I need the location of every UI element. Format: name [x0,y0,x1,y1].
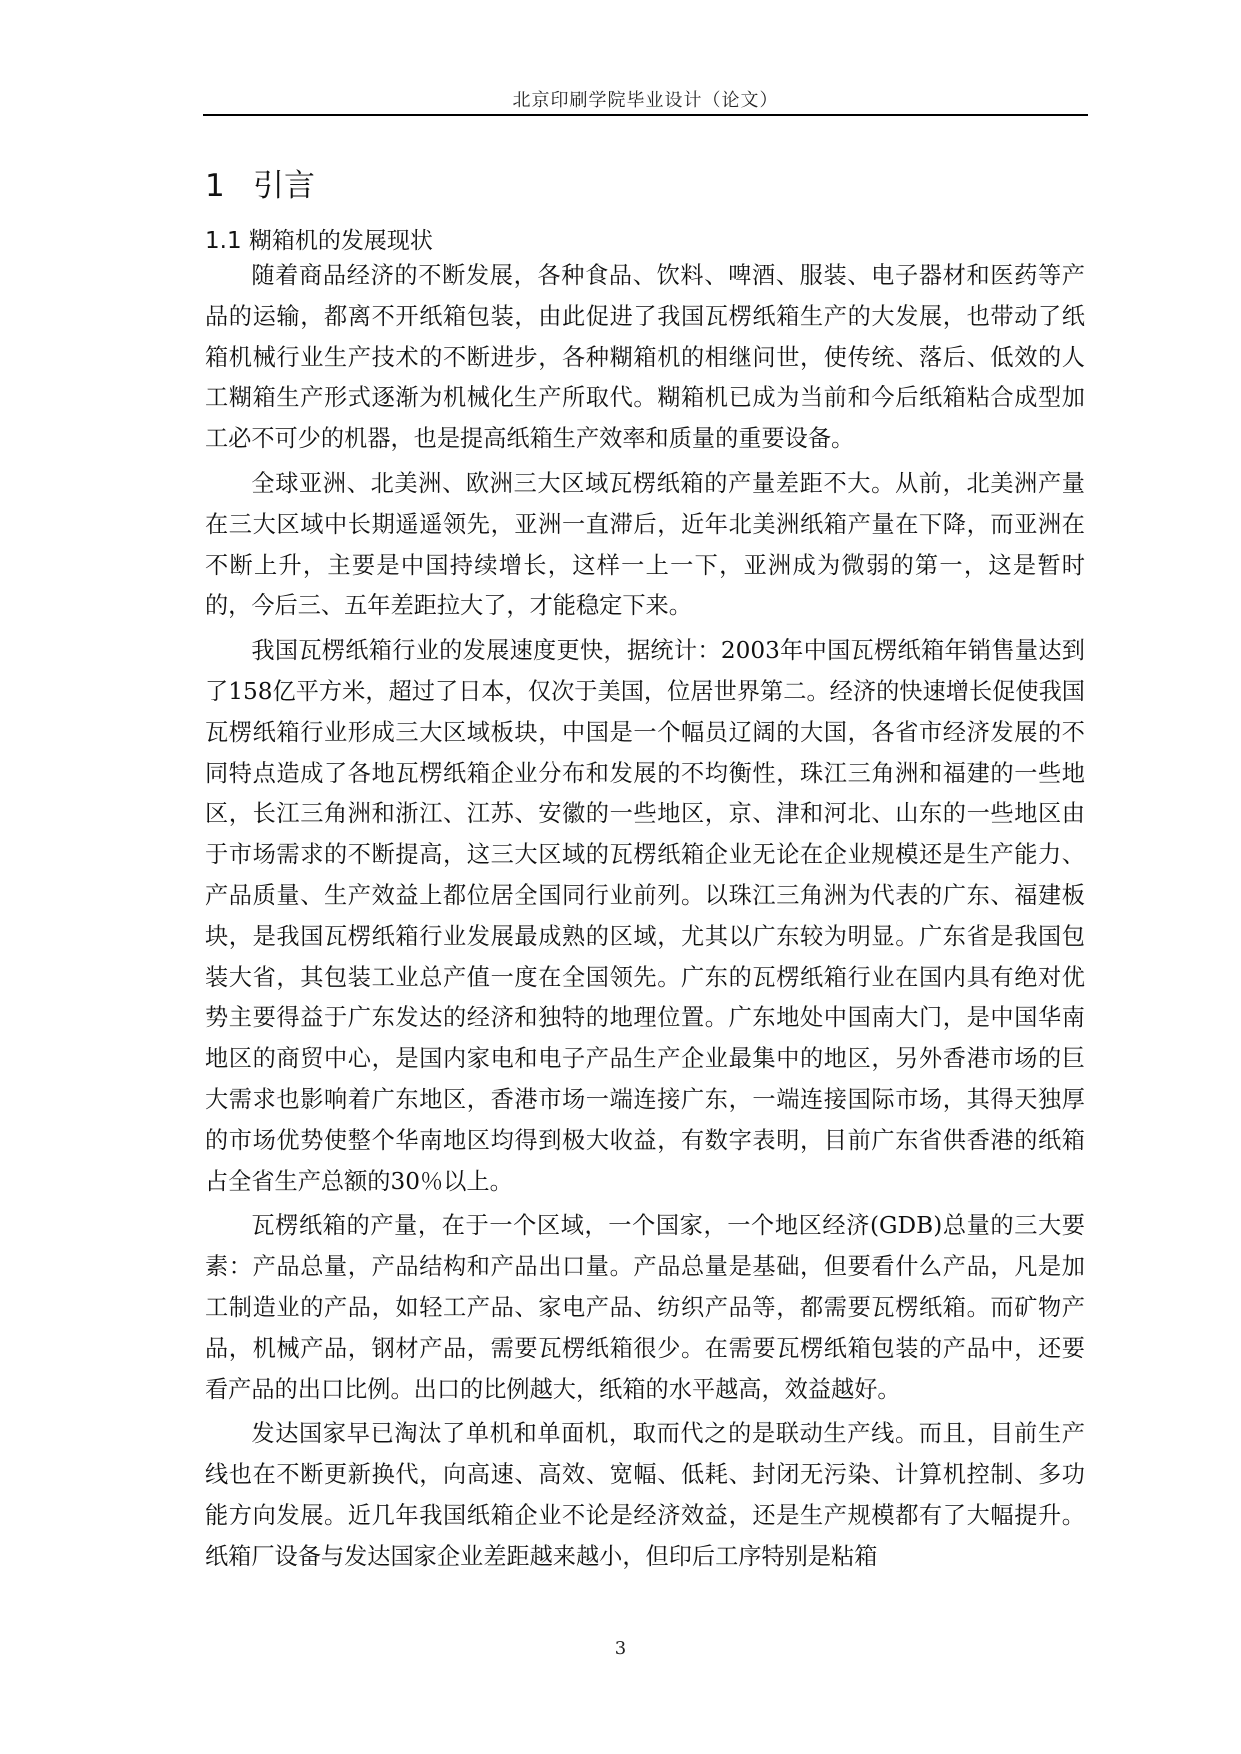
body-text [205,256,1085,1582]
chapter-title-text: 引言 [253,168,315,204]
page-number: 3 [614,1638,627,1659]
paragraph: 全球亚洲、北美洲、欧洲三大区域瓦楞纸箱的产量差距不大。从前，北美洲产量在三大区域中长期遥遥领先，亚洲一直滞后，近年北美洲纸箱产量在下降，而亚洲在不断上升，主要是中国持续增长，这样一上一下，亚洲成为微弱的第一，这是暂时的，今后三、五年差距拉大了，才能稳定下来。 [205,469,1085,620]
paragraph: 我国瓦楞纸箱行业的发展速度更快，据统计：2003年中国瓦楞纸箱年销售量达到了158亿平方米，超过了日本，仅次于美国，位居世界第二。经济的快速增长促使我国瓦楞纸箱行业形成三大区域板块，中国是一个幅员辽阔的大国，各省市经济发展的不同特点造成了各地瓦楞纸箱企业分布和发展的不均衡性，珠江三角洲和福建的一些地区，长江三角洲和浙江、江苏、安徽的一些地区，京、津和河北、山东的一些地区由于市场需求的不断提高，这三大区域的瓦楞纸箱企业无论在企业规模还是生产能力、产品质量、生产效益上都位居全国同行业前列。以珠江三角洲为代表的广东、福建板块，是我国瓦楞纸箱行业发展最成熟的区域，尤其以广东较为明显。广东省是我国包装大省，其包装工业总产值一度在全国领先。广东的瓦楞纸箱行业在国内具有绝对优势主要得益于广东发达的经济和独特的地理位置。广东地处中国南大门，是中国华南地区的商贸中心，是国内家电和电子产品生产企业最集中的地区，另外香港市场的巨大需求也影响着广东地区，香港市场一端连接广东，一端连接国际市场，其得天独厚的市场优势使整个华南地区均得到极大收益，有数字表明，目前广东省供香港的纸箱占全省生产总额的30％以上。 [205,637,1085,1195]
chapter-number: 1 [205,168,225,204]
paragraph: 发达国家早已淘汰了单机和单面机，取而代之的是联动生产线。而且，目前生产线也在不断更新换代，向高速、高效、宽幅、低耗、封闭无污染、计算机控制、多功能方向发展。近几年我国纸箱企业不论是经济效益，还是生产规模都有了大幅提升。纸箱厂设备与发达国家企业差距越来越小，但印后工序特别是粘箱 [205,1420,1085,1570]
chapter-title [205,160,315,205]
running-header: 北京印刷学院毕业设计（论文） [512,90,779,111]
paragraph: 随着商品经济的不断发展，各种食品、饮料、啤酒、服装、电子器材和医药等产品的运输，都离不开纸箱包装，由此促进了我国瓦楞纸箱生产的大发展，也带动了纸箱机械行业生产技术的不断进步，各种糊箱机的相继问世，使传统、落后、低效的人工糊箱生产形式逐渐为机械化生产所取代。糊箱机已成为当前和今后纸箱粘合成型加工必不可少的机器，也是提高纸箱生产效率和质量的重要设备。 [205,262,1085,453]
paragraph: 瓦楞纸箱的产量，在于一个区域，一个国家，一个地区经济(GDB)总量的三大要素：产品总量，产品结构和产品出口量。产品总量是基础，但要看什么产品，凡是加工制造业的产品，如轻工产品、家电产品、纺织产品等，都需要瓦楞纸箱。而矿物产品，机械产品，钢材产品，需要瓦楞纸箱很少。在需要瓦楞纸箱包装的产品中，还要看产品的出口比例。出口的比例越大，纸箱的水平越高，效益越好。 [205,1212,1085,1403]
header-rule [203,114,1088,116]
section-title: 1.1 糊箱机的发展现状 [205,228,433,254]
